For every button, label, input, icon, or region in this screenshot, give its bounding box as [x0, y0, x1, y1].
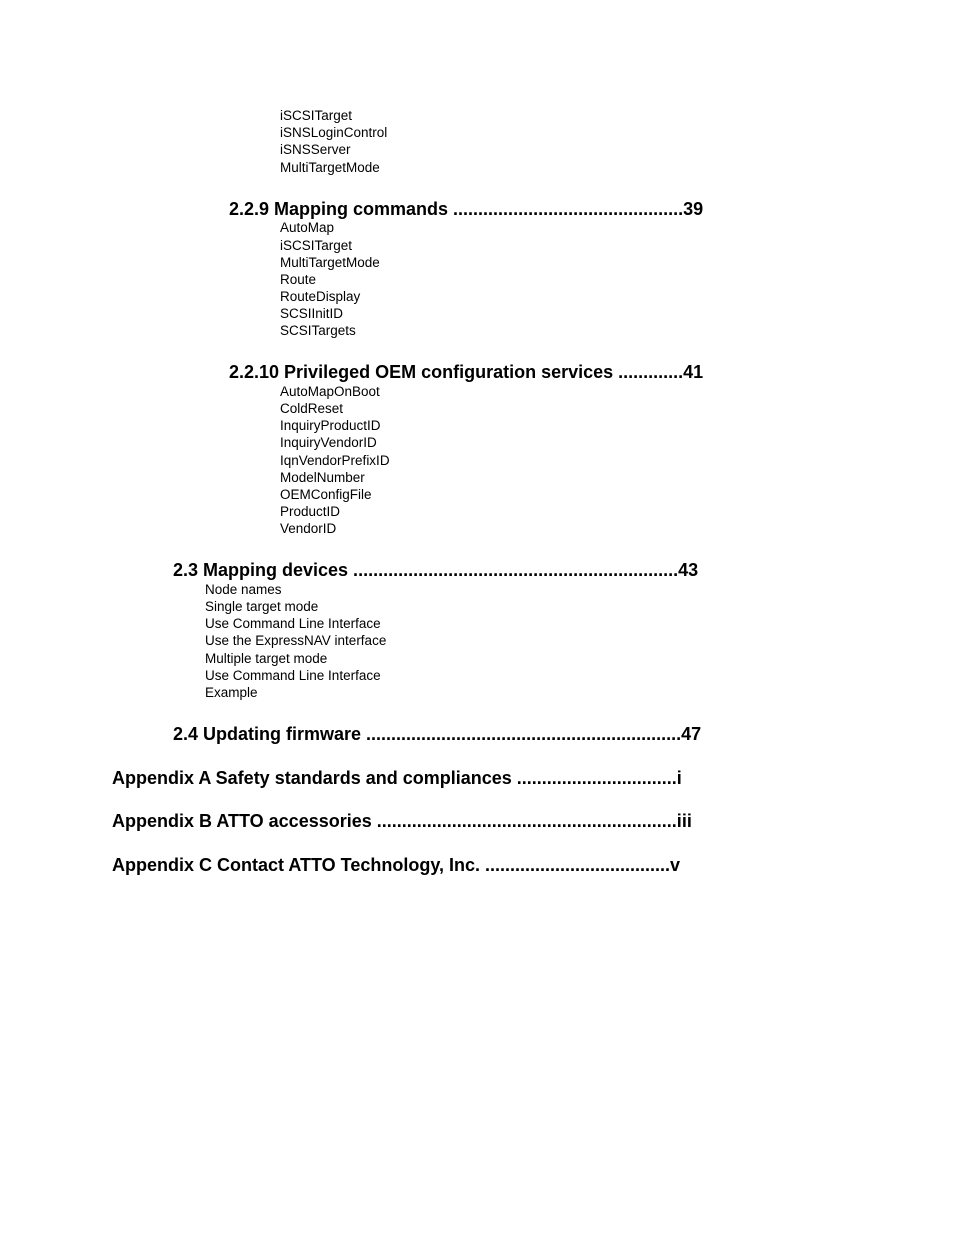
toc-subitem: Example	[205, 685, 258, 700]
toc-subitem: Use Command Line Interface	[205, 616, 381, 631]
toc-subitem: SCSITargets	[280, 323, 356, 338]
toc-subitem: Node names	[205, 582, 282, 597]
toc-subitem: Use Command Line Interface	[205, 668, 381, 683]
toc-appendix-b[interactable]: Appendix B ATTO accessories ............................................................iii	[112, 811, 692, 831]
toc-subitem: AutoMapOnBoot	[280, 384, 380, 399]
toc-heading-2-4[interactable]: 2.4 Updating firmware ...............................................................47	[173, 724, 702, 744]
toc-subitem: AutoMap	[280, 220, 335, 235]
toc-subitem: Use the ExpressNAV interface	[205, 633, 387, 648]
toc-subitem: RouteDisplay	[280, 289, 361, 304]
toc-heading-2-2-10[interactable]: 2.2.10 Privileged OEM configuration services .............41	[229, 362, 704, 382]
toc-subitem: iSCSITarget	[280, 238, 353, 253]
toc-subitem: SCSIInitID	[280, 306, 344, 321]
toc-subitem: OEMConfigFile	[280, 487, 372, 502]
toc-subitem: InquiryProductID	[280, 418, 381, 433]
toc-heading-2-2-9[interactable]: 2.2.9 Mapping commands ..............................................39	[229, 199, 704, 219]
toc-subitem: Route	[280, 272, 317, 287]
toc-heading-2-3[interactable]: 2.3 Mapping devices .................................................................43	[173, 560, 699, 580]
toc-subitem: ProductID	[280, 504, 341, 519]
toc-subitem: ColdReset	[280, 401, 344, 416]
toc-subitem: IqnVendorPrefixID	[280, 453, 390, 468]
toc-subitem: ModelNumber	[280, 470, 365, 485]
toc-subitem: InquiryVendorID	[280, 435, 377, 450]
toc-appendix-c[interactable]: Appendix C Contact ATTO Technology, Inc. .....................................v	[112, 855, 681, 875]
toc-subitem: VendorID	[280, 521, 337, 536]
toc-subitem: iSNSServer	[280, 142, 351, 157]
toc-subitem: Single target mode	[205, 599, 319, 614]
toc-appendix-a[interactable]: Appendix A Safety standards and compliances ................................i	[112, 768, 682, 788]
toc-subitem: iSCSITarget	[280, 108, 353, 123]
toc-subitem: MultiTargetMode	[280, 160, 380, 175]
toc-subitem: Multiple target mode	[205, 651, 328, 666]
toc-subitem: iSNSLoginControl	[280, 125, 388, 140]
toc-subitem: MultiTargetMode	[280, 255, 380, 270]
